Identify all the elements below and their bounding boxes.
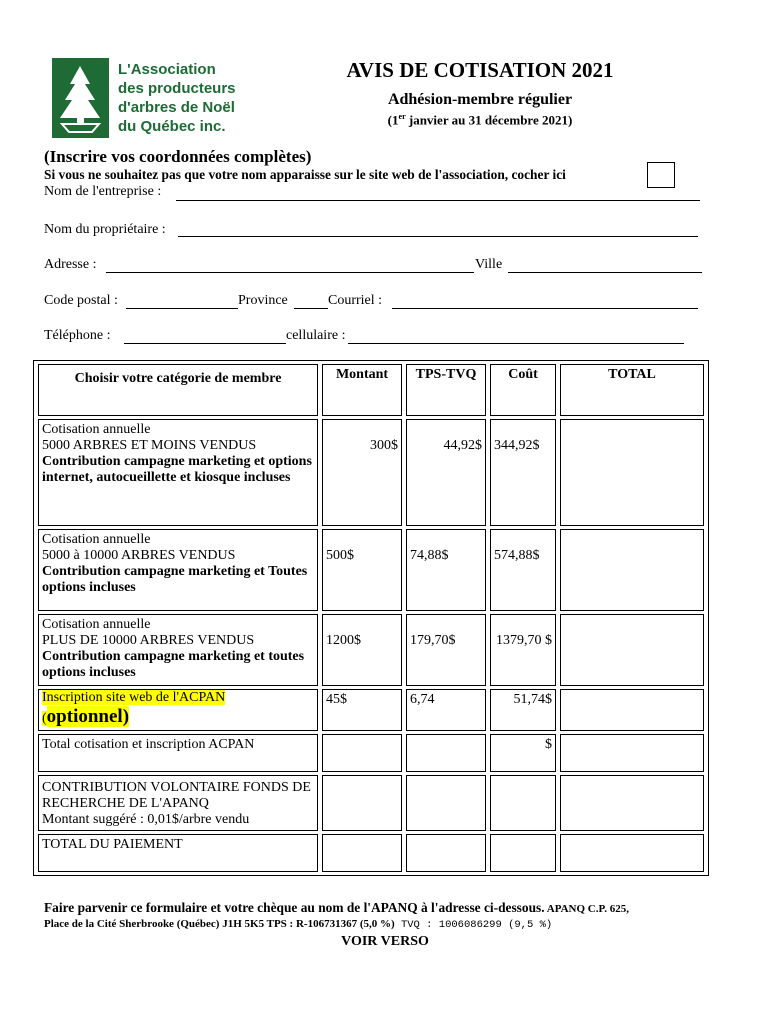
total-cell[interactable]: [560, 614, 704, 686]
tax-cell: 44,92$: [406, 419, 486, 526]
tax-header: TPS-TVQ: [406, 364, 486, 416]
tax-cell: 6,74: [406, 689, 486, 731]
page-subtitle: Adhésion-membre régulier: [387, 91, 573, 108]
website-category-cell: [38, 689, 318, 731]
city-field[interactable]: [508, 272, 702, 273]
table-header-row: [38, 364, 704, 416]
total-cell[interactable]: [560, 834, 704, 872]
total-cell[interactable]: [560, 689, 704, 731]
optional-paren: (: [42, 711, 47, 726]
category-description: Contribution campagne marketing et Toutes options incluses: [42, 564, 308, 595]
amount-cell: [322, 834, 402, 872]
footer-line2: Place de la Cité Sherbrooke (Québec) J1H 5K5 TPS : R-106731367 (5,0 %): [44, 918, 395, 930]
contribution-suggested: Montant suggéré : 0,01$/arbre vendu: [42, 812, 250, 827]
cost-cell: 574,88$: [490, 529, 556, 611]
table-row-subtotal: [38, 734, 704, 772]
phone-field[interactable]: [124, 343, 286, 344]
period-open: (1: [387, 112, 399, 128]
cost-cell: [490, 775, 556, 831]
logo-line: du Québec inc.: [118, 118, 226, 135]
cost-cell: [490, 834, 556, 872]
cell-field[interactable]: [348, 343, 684, 344]
total-cell[interactable]: [560, 529, 704, 611]
amount-cell: 45$: [322, 689, 402, 731]
province-label: Province: [238, 293, 288, 308]
email-label: Courriel :: [328, 293, 383, 308]
cost-header: Coût: [490, 364, 556, 416]
footer-tvq: TVQ : 1006086299 (9,5 %): [394, 919, 553, 931]
address-field[interactable]: [106, 272, 474, 273]
amount-cell: 500$: [322, 529, 402, 611]
contribution-cell: [38, 775, 318, 831]
cost-cell: 1379,70 $: [490, 614, 556, 686]
logo-line: L'Association: [118, 61, 216, 78]
tax-cell: 74,88$: [406, 529, 486, 611]
total-header: TOTAL: [560, 364, 704, 416]
footer-instructions: [44, 900, 629, 916]
category-description: Contribution campagne marketing et toutes options incluses: [42, 649, 305, 680]
amount-cell: 1200$: [322, 614, 402, 686]
city-label: Ville: [475, 257, 503, 272]
amount-cell: [322, 734, 402, 772]
category-cell: [38, 419, 318, 526]
province-field[interactable]: [294, 308, 328, 309]
company-name-field[interactable]: [176, 200, 700, 201]
table-row-contribution: [38, 775, 704, 831]
association-logo-tree-icon: [52, 58, 109, 138]
coordinates-heading: (Inscrire vos coordonnées complètes): [44, 147, 312, 166]
owner-name-field[interactable]: [178, 236, 698, 237]
category-line: Cotisation annuelle: [42, 422, 151, 437]
category-line: Cotisation annuelle: [42, 617, 151, 632]
table-row: [38, 419, 704, 526]
period-rest: janvier au 31 décembre 2021): [405, 112, 573, 128]
tax-cell: [406, 734, 486, 772]
category-cell: [38, 614, 318, 686]
category-description: Contribution campagne marketing et options internet, autocueillette et kiosque incluses: [42, 454, 312, 485]
owner-label: Nom du propriétaire :: [44, 222, 166, 237]
amount-header: Montant: [322, 364, 402, 416]
page-title: AVIS DE COTISATION 2021: [346, 58, 614, 82]
membership-period: [300, 112, 660, 128]
cost-cell: 344,92$: [490, 419, 556, 526]
postal-code-field[interactable]: [126, 308, 238, 309]
website-optout-checkbox[interactable]: [647, 162, 675, 188]
amount-cell[interactable]: [322, 775, 402, 831]
cell-label: cellulaire :: [286, 328, 346, 343]
association-logo-text: [118, 60, 248, 136]
address-label: Adresse :: [44, 257, 97, 272]
category-line: Cotisation annuelle: [42, 532, 151, 547]
membership-table: [33, 360, 709, 876]
postal-code-label: Code postal :: [44, 293, 118, 308]
logo-line: des producteurs: [118, 80, 236, 97]
total-cell[interactable]: [560, 775, 704, 831]
category-line: 5000 ARBRES ET MOINS VENDUS: [42, 438, 257, 453]
email-field[interactable]: [392, 308, 698, 309]
footer-line1-address: APANQ C.P. 625,: [544, 903, 629, 915]
tax-cell: 179,70$: [406, 614, 486, 686]
phone-label: Téléphone :: [44, 328, 111, 343]
cost-cell: $: [490, 734, 556, 772]
category-cell: [38, 529, 318, 611]
footer-address: [44, 918, 552, 931]
tax-cell: [406, 834, 486, 872]
tax-cell: [406, 775, 486, 831]
company-label: Nom de l'entreprise :: [44, 184, 162, 199]
table-row: [38, 529, 704, 611]
optional-label: optionnel): [46, 706, 130, 727]
see-verso-label: VOIR VERSO: [341, 934, 429, 949]
website-optout-note: Si vous ne souhaitez pas que votre nom apparaisse sur le site web de l'association, cocher ici: [44, 167, 566, 182]
category-line: PLUS DE 10000 ARBRES VENDUS: [42, 633, 255, 648]
payment-label: TOTAL DU PAIEMENT: [38, 834, 318, 872]
footer-line1: Faire parvenir ce formulaire et votre chèque au nom de l'APANQ à l'adresse ci-dessous.: [44, 900, 545, 915]
table-row-website: [38, 689, 704, 731]
table-row-payment: [38, 834, 704, 872]
total-cell[interactable]: [560, 734, 704, 772]
website-label: Inscription site web de l'ACPAN: [42, 690, 226, 705]
total-cell[interactable]: [560, 419, 704, 526]
logo-line: d'arbres de Noël: [118, 99, 235, 116]
category-line: 5000 à 10000 ARBRES VENDUS: [42, 548, 236, 563]
period-sup: er: [398, 112, 406, 121]
category-header: Choisir votre catégorie de membre: [38, 364, 318, 416]
contribution-title: CONTRIBUTION VOLONTAIRE FONDS DE RECHERCHE DE L'APANQ: [42, 780, 311, 811]
amount-cell: 300$: [322, 419, 402, 526]
cost-cell: 51,74$: [490, 689, 556, 731]
subtotal-label: Total cotisation et inscription ACPAN: [38, 734, 318, 772]
table-row: [38, 614, 704, 686]
